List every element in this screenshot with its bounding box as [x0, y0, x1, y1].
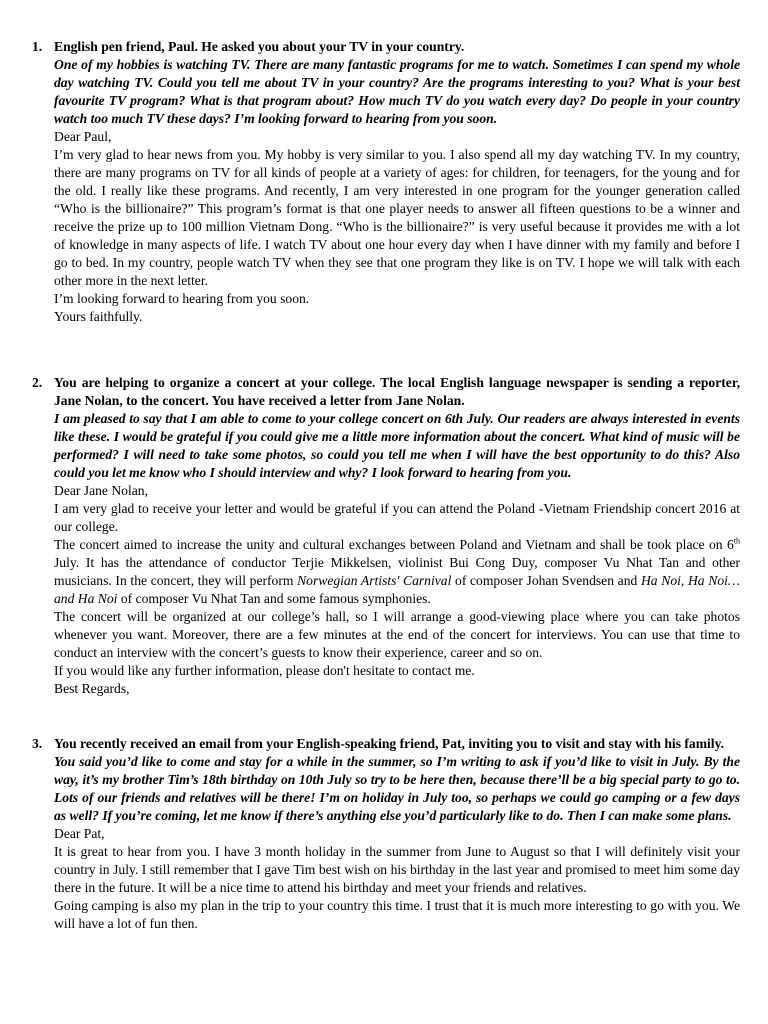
paragraph-text: of composer Johan Svendsen and [451, 573, 641, 588]
letter-prompt: You said you’d like to come and stay for a while in the summer, so I’m writing to ask if you’d like to visit in July. By the way, it’s my brother Tim’s 18th birthday on 10th July so try to be here then, because there’ll be a big special party to go to. Lots of our friends and relatives will be there! I’m on holiday in July too, so perhaps we could go camping or a few days as well? If you’re coming, let me know if there’s anything else you’d particularly like to do. Then I can make some plans. [54, 754, 740, 823]
letter-prompt: One of my hobbies is watching TV. There are many fantastic programs for me to watch. Sometimes I can spend my whole day watching TV. Could you tell me about TV in your country? Are the programs interesting to you? What is your best favourite TV program? What is that program about? How much TV do you watch every day? Do people in your country watch too much TV these days? I’m looking forward to hearing from you soon. [54, 57, 740, 126]
work-title: Norwegian Artists' Carnival [297, 573, 452, 588]
letter-greeting: Dear Paul, [54, 129, 112, 144]
question-2 [32, 374, 740, 698]
paragraph-text: The concert aimed to increase the unity and cultural exchanges between Poland and Vietnam and shall be took place on 6 [54, 537, 734, 552]
letter-greeting: Dear Jane Nolan, [54, 483, 148, 498]
question-number: 2. [32, 375, 43, 390]
work-title: Ha Noi, Ha Noi… and Ha Noi [54, 573, 740, 606]
letter-paragraph-2 [54, 536, 740, 608]
letter-signoff: Best Regards, [54, 681, 130, 696]
letter-closing-line: I’m looking forward to hearing from you soon. [54, 291, 310, 306]
paragraph-text: July. It has the attendance of conductor Terjie Mikkelsen, violinist Bui Cong Duy, composer Vu Nhat Tan and other musicians. In the concert, they will perform [54, 555, 740, 588]
letter-paragraph-3: The concert will be organized at our college’s hall, so I will arrange a good-viewing place where you can take photos whenever you want. Moreover, there are a few minutes at the end of the concert for interviews. You can use that time to conduct an interview with the concert’s guests to know their experience, career and so on. [54, 609, 740, 660]
letter-paragraph-2: Going camping is also my plan in the trip to your country this time. I trust that it is much more interesting to go with you. We will have a lot of fun then. [54, 898, 740, 931]
question-number: 1. [32, 39, 43, 54]
question-number: 3. [32, 736, 43, 751]
question-3 [32, 735, 740, 933]
ordinal-suffix: th [733, 536, 740, 546]
letter-signoff: Yours faithfully. [54, 309, 143, 324]
question-1 [32, 38, 740, 326]
letter-body: I’m very glad to hear news from you. My hobby is very similar to you. I also spend all my day watching TV. In my country, there are many programs on TV for all kinds of people at a variety of ages: for children, for teenagers, for the young and for the old. I really like these programs. And recently, I am very interested in one program for the younger generation called “Who is the billionaire?” This program’s format is that one player needs to answer all fifteen questions to be a winner and receive the prize up to 100 million Vietnam Dong. “Who is the billionaire?” is very useful because it provides me with a lot of knowledge in many aspects of life. I watch TV about one hour every day when I have dinner with my family and before I go to bed. In my country, people watch TV when they see that one program they like is on TV. I hope we will talk with each other more in the next letter. [54, 147, 740, 288]
question-title: You recently received an email from your English-speaking friend, Pat, inviting you to visit and stay with his family. [54, 736, 725, 751]
letter-paragraph-1: I am very glad to receive your letter and would be grateful if you can attend the Poland -Vietnam Friendship concert 2016 at our college. [54, 501, 740, 534]
letter-paragraph-4: If you would like any further information, please don't hesitate to contact me. [54, 663, 475, 678]
question-body [54, 38, 740, 326]
letter-paragraph-1: It is great to hear from you. I have 3 month holiday in the summer from June to August so that I will definitely visit your country in July. I still remember that I gave Tim best wish on his birthday in the last year and promised to meet him some day there in the future. It will be a nice time to attend his birthday and meet your friends and relatives. [54, 844, 740, 895]
paragraph-text: of composer Vu Nhat Tan and some famous symphonies. [117, 591, 431, 606]
question-title: You are helping to organize a concert at your college. The local English language newspaper is sending a reporter, Jane Nolan, to the concert. You have received a letter from Jane Nolan. [54, 375, 740, 408]
question-body [54, 374, 740, 698]
letter-prompt: I am pleased to say that I am able to come to your college concert on 6th July. Our readers are always interested in events like these. I would be grateful if you could give me a little more information about the concert. What kind of music will be performed? I will need to take some photos, so could you tell me when I will have the best opportunity to do this? Also could you let me know who I should interview and why? I look forward to hearing from you. [54, 411, 740, 480]
question-title: English pen friend, Paul. He asked you about your TV in your country. [54, 39, 465, 54]
question-body [54, 735, 740, 933]
letter-greeting: Dear Pat, [54, 826, 105, 841]
